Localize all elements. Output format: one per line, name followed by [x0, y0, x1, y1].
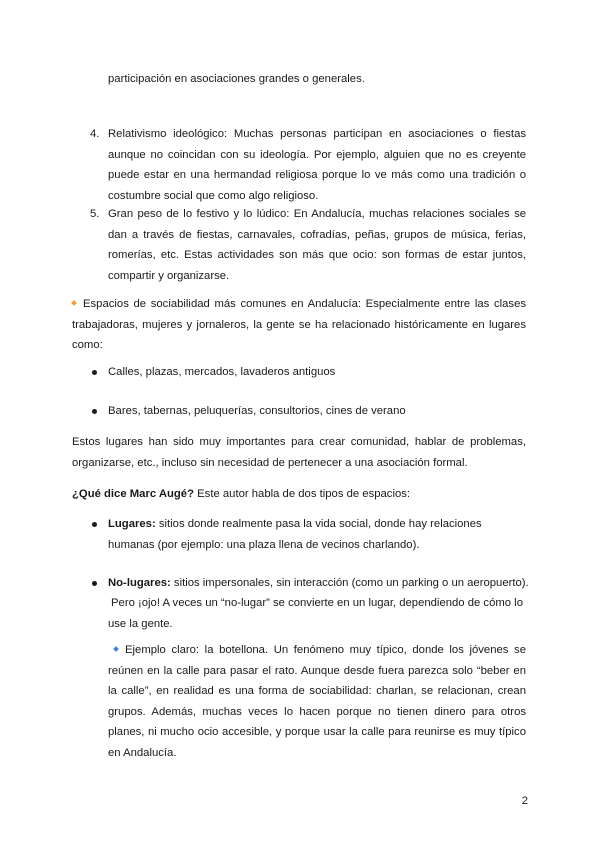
auge-paragraph — [72, 484, 526, 505]
bullet-text: sitios donde realmente pasa la vida social, donde hay relaciones humanas (por ejemplo: una plaza llena de vecinos charlando). — [108, 518, 482, 551]
bullet-dot-icon — [92, 581, 97, 586]
list-number: 5. — [90, 208, 100, 220]
auge-question: ¿Qué dice Marc Augé? — [72, 488, 194, 500]
page-number: 2 — [521, 795, 528, 807]
example-paragraph — [108, 640, 526, 763]
bullet-dot-icon — [92, 370, 97, 375]
bullet-item: Calles, plazas, mercados, lavaderos antiguos — [108, 366, 336, 378]
bullet-item-no-lugares — [108, 573, 532, 594]
numbered-item-text: Relativismo ideológico: Muchas personas participan en asociaciones o fiestas aunque no coincidan con su ideología. Por ejemplo, alguien que no es creyente puede estar en una hermandad religiosa porque lo ve más como una tradición o costumbre social que como algo religioso. — [108, 128, 526, 202]
numbered-item-text: Gran peso de lo festivo y lo lúdico: En Andalucía, muchas relaciones sociales se dan a través de fiestas, carnavales, cofradías, peñas, grupos de música, ferias, romerías, etc. Estas actividades son más que ocio: son formas de estar juntos, compartir y organizarse. — [108, 208, 526, 282]
bullet-dot-icon — [92, 409, 97, 414]
orange-diamond-icon — [71, 300, 77, 306]
continuation-text: participación en asociaciones grandes o generales. — [108, 73, 365, 85]
blue-diamond-icon — [113, 646, 119, 652]
bullet-dot-icon — [92, 522, 97, 527]
bullet-item: Bares, tabernas, peluquerías, consultorios, cines de verano — [108, 405, 406, 417]
example-text: Ejemplo claro: la botellona. Un fenómeno muy típico, donde los jóvenes se reúnen en la calle para pasar el rato. Aunque desde fuera parezca solo “beber en la calle”, en realidad es una forma de sociabilidad: charlan, se relacionan, crean grupos. Además, muchas veces lo hacen porque no tienen dinero para otros planes, ni mucho ocio accesible, y porque usar la calle para reunirse es muy típico en Andalucía. — [108, 644, 526, 759]
list-number: 4. — [90, 128, 100, 140]
lugares-paragraph: Estos lugares han sido muy importantes para crear comunidad, hablar de problemas, organizarse, etc., incluso sin necesidad de pertenecer a una asociación formal. — [72, 436, 526, 469]
no-lugares-continuation: Pero ¡ojo! A veces un “no-lugar” se convierte en un lugar, dependiendo de cómo lo use la gente. — [108, 597, 523, 630]
auge-rest: Este autor habla de dos tipos de espacios: — [194, 488, 411, 500]
bullet-term: Lugares: — [108, 518, 156, 530]
espacios-paragraph — [72, 294, 526, 356]
bullet-text: sitios impersonales, sin interacción (como un parking o un aeropuerto). — [170, 577, 529, 589]
espacios-text: Espacios de sociabilidad más comunes en Andalucía: Especialmente entre las clases trabajadoras, mujeres y jornaleros, la gente se ha relacionado históricamente en lugares como: — [72, 298, 526, 351]
bullet-item-lugares — [108, 514, 528, 555]
bullet-term: No-lugares: — [108, 577, 171, 589]
